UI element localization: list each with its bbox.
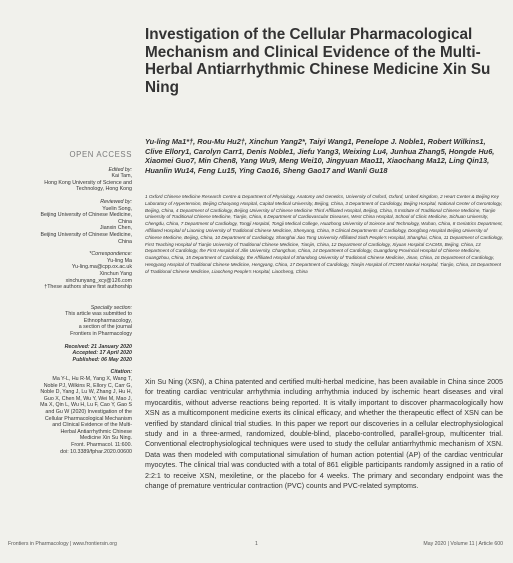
affiliations: 1 Oxford Chinese Medicine Research Centre & Department of Physiology, Anatomy and Genetics, University of Oxford, Oxford, United Kingdom, 2 Heart Center & Beijing Key Laboratory of Hypertension, Beijing Chaoyang Hospital, Capital Medical University, Beijing, China, 3 Department of Cardiology, Beijing Hospital, National Center of Gerontology, Beijing, China, 4 Department of Cardiology, Beijing University of Chinese Medicine Third Affiliated Hospital, Beijing, China, 5 Institute of Traditional Chinese Medicine, Tianjin University of Traditional Chinese Medicine, Tianjin, China, 6 Department of Cardiovascular Diseases, West China Hospital, School of Clinic Medicine, Sichuan University, Chengdu, China, 7 Department of Cardiology, Tongji Hospital, Tongji Medical College, Huazhong University of Science and Technology, Wuhan, China, 8 Geriatrics Department, Affiliated Hospital of Liaoning University of Traditional Chinese Medicine, Shenyang, China, 9 Clinical Departments of Cardiology, Dongfang Hospital Beijing University of Chinese Medicine, Beijing, China, 10 Department of Cardiology, Shanghai Jiao Tong University Affiliated Sixth People's Hospital, Shanghai, China, 11 Department of Cardiology, First Teaching Hospital of Tianjin University of Traditional Chinese Medicine, Tianjin, China, 12 Department of Cardiology, Xiyuan Hospital CACMS, Beijing, China, 13 Department of Cardiology, the First Hospital of Jilin University, Changchun, China, 14 Department of Cardiology, Guangdong Provincial Hospital of Chinese Medicine, Guangzhou, China, 15 Department of Cardiology, the Affiliated Hospital of Shandong University of Traditional Chinese Medicine, Jinan, China, 16 Department of Cardiology, Hengyang Hospital of Traditional Chinese Medicine, Hengyang, China, 17 Department of Cardiology, Tianjin Hospital of ITCWM Nankai Hospital, Tianjin, China, 18 Department of Traditional Chinese Medicine, Liaocheng People's Hospital, Liaocheng, China [145, 194, 504, 274]
dates-block [0, 344, 132, 364]
citation-block [0, 369, 132, 455]
equal-contribution-note: †These authors share first authorship [44, 284, 132, 291]
specialty-block [0, 305, 132, 338]
editor-line: Hong Kong University of Science and [44, 179, 132, 186]
specialty-line: Ethnopharmacology, [83, 317, 132, 324]
reviewed-by-block [0, 199, 132, 245]
page-footer [8, 541, 503, 551]
correspondence-line: Yu-ling Ma [106, 257, 132, 264]
accepted-date: Accepted: 17 April 2020 [72, 350, 132, 357]
correspondence-line: Xinchun Yang [99, 270, 132, 277]
reviewer-line: China [118, 238, 132, 245]
citation-doi[interactable]: doi: 10.3389/fphar.2020.00600 [60, 448, 132, 455]
edited-by-block [0, 167, 132, 193]
correspondence-email[interactable]: xinchunyang_xcy@126.com [65, 277, 132, 284]
citation-line: Ma Y-L, Hu R-M, Yang X, Wang T, [52, 376, 132, 383]
editor-line: Technology, Hong Kong [76, 186, 132, 193]
open-access-label: OPEN ACCESS [69, 150, 132, 159]
citation-line: Noble PJ, Wilkins R, Ellory C, Carr G, [43, 382, 132, 389]
reviewer-line: China [118, 218, 132, 225]
specialty-line: This article was submitted to [65, 311, 132, 318]
specialty-line: Frontiers in Pharmacology [70, 331, 132, 338]
footer-issue: May 2020 | Volume 11 | Article 600 [423, 541, 503, 547]
footer-page-number: 1 [255, 541, 258, 547]
published-date: Published: 06 May 2020 [72, 356, 132, 363]
citation-line: Front. Pharmacol. 11:600. [71, 441, 132, 448]
correspondence-label: *Correspondence: [89, 251, 132, 258]
citation-line: Herbal Antiarrhythmic Chinese [60, 428, 132, 435]
citation-line: Noble D, Yang J, Lu W, Zhang J, Hu H, [40, 389, 132, 396]
citation-label: Citation: [110, 369, 132, 376]
received-date: Received: 21 January 2020 [64, 343, 132, 350]
citation-line: Medicine Xin Su Ning. [79, 435, 132, 442]
editor-line: Kai Tam, [111, 173, 132, 180]
specialty-label: Specialty section: [90, 304, 132, 311]
citation-line: and Clinical Evidence of the Multi- [52, 422, 132, 429]
reviewed-by-label: Reviewed by: [100, 198, 132, 205]
citation-line: Guo X, Chen M, Wu Y, Wei M, Mao J, [43, 395, 132, 402]
abstract: Xin Su Ning (XSN), a China patented and certified multi-herbal medicine, has been available in China since 2005 for treating cardiac ventricular arrhythmia including arrhythmia induced by ischemic heart diseases and viral myocarditis, without adverse reactions being reported. It is vitally important to discover pharmacologically how XSN as a multicomponent medicine exerts its clinical efficacy, and whether the therapeutic effect of XSN can be verified by standard clinical trial studies. In this paper we report our discoveries in a cellular electrophysiological study and in a three-armed, randomized, double-blind, placebo-controlled, parallel-group, multicenter trial. Conventional electrophysiological techniques were used to study the cellular antiarrhythmic mechanism of XSN. Data was then modeled with computational simulation of human action potential (AP) of the cardiac ventricular myocytes. The clinical trial was conducted with a total of 861 eligible participants randomly assigned in a ratio of 2:2:1 to receive XSN, mexiletine, or the placebo for 4 weeks. The primary and secondary endpoint was the change of premature ventricular contraction (PVC) counts and PVC-related symptoms. [145, 378, 503, 491]
specialty-line: a section of the journal [78, 324, 132, 331]
reviewer-line: Jianxin Chen, [99, 225, 132, 232]
edited-by-label: Edited by: [108, 166, 132, 173]
correspondence-block [0, 251, 132, 291]
footer-journal[interactable]: Frontiers in Pharmacology | www.frontiersin.org [8, 541, 117, 547]
author-list: Yu-ling Ma1*†, Rou-Mu Hu2†, Xinchun Yang2*, Taiyi Wang1, Penelope J. Noble1, Robert Wilkins1, Clive Ellory1, Carolyn Carr1, Denis Noble1, Jiefu Yang3, Weixing Lu4, Junhua Zhang5, Hongde Hu6, Xiaomei Guo7, Min Chen8, Yang Wu9, Meng Wei10, Jingyuan Mao11, Xiaochang Ma12, Ling Qin13, Huanlin Wu14, Feng Lu15, Ying Cao16, Sheng Gao17 and Wanli Gu18 [145, 137, 495, 175]
citation-line: Ma X, Qin L, Wu H, Lu F, Cao Y, Gao S [40, 402, 132, 409]
reviewer-line: Beijing University of Chinese Medicine, [40, 212, 132, 219]
article-info-sidebar [0, 152, 132, 461]
reviewer-line: Beijing University of Chinese Medicine, [40, 231, 132, 238]
correspondence-email[interactable]: Yu-ling.ma@cpp.ox.ac.uk [71, 264, 132, 271]
article-title: Investigation of the Cellular Pharmacological Mechanism and Clinical Evidence of the Multi-Herbal Antiarrhythmic Chinese Medicine Xin Su Ning [145, 26, 491, 96]
reviewer-line: Yuelin Song, [102, 205, 132, 212]
citation-line: Cellular Pharmacological Mechanism [44, 415, 132, 422]
citation-line: and Gu W (2020) Investigation of the [45, 409, 132, 415]
